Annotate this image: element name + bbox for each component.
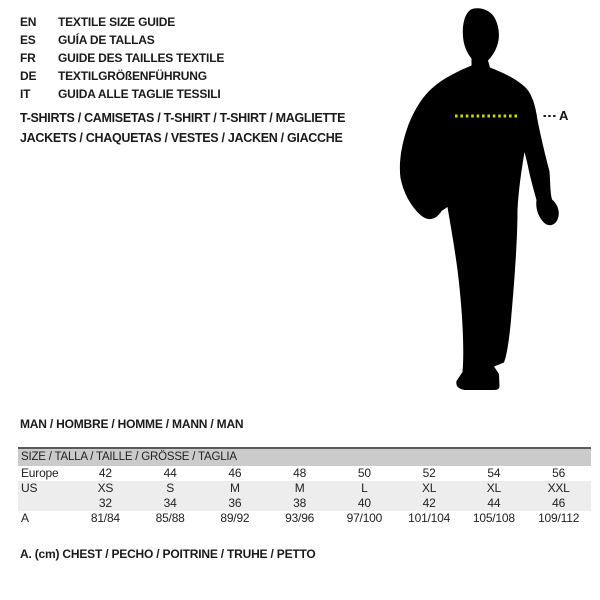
size-cell: 52 [422, 466, 436, 480]
size-cell: 56 [552, 466, 566, 480]
size-cell: 42 [422, 496, 436, 510]
size-table [18, 447, 591, 526]
size-cell: 109/112 [538, 511, 580, 525]
size-cell: 40 [357, 496, 371, 510]
size-table-header: SIZE / TALLA / TAILLE / GRÖSSE / TAGLIA [18, 449, 591, 466]
language-label: GUIDA ALLE TAGLIE TESSILI [58, 87, 221, 101]
size-cell: 44 [163, 466, 177, 480]
size-cell: 50 [357, 466, 371, 480]
size-cell: L [361, 481, 368, 495]
size-cell: 85/88 [155, 511, 185, 525]
row-label: US [21, 481, 38, 495]
language-label: TEXTILE SIZE GUIDE [58, 15, 176, 29]
size-cell: XL [486, 481, 502, 495]
size-cell: M [229, 481, 240, 495]
size-cell: 42 [98, 466, 112, 480]
language-code: ES [20, 33, 36, 47]
language-label: GUÍA DE TALLAS [58, 33, 155, 47]
language-label: TEXTILGRÖßENFÜHRUNG [58, 69, 207, 83]
size-cell: XS [97, 481, 114, 495]
size-cell: 48 [293, 466, 307, 480]
size-cell: M [294, 481, 305, 495]
table-row-chest-a [18, 511, 591, 526]
measure-label-a: A [559, 108, 569, 123]
row-label: A [21, 511, 29, 525]
language-label: GUIDE DES TAILLES TEXTILE [58, 51, 225, 65]
row-label [18, 496, 73, 511]
size-cell: 93/96 [285, 511, 315, 525]
measurement-footnote: A. (cm) CHEST / PECHO / POITRINE / TRUHE / PETTO [20, 547, 316, 561]
language-code: IT [20, 87, 31, 101]
size-cell: 46 [552, 496, 566, 510]
row-label: Europe [21, 466, 59, 480]
table-row-numeric [18, 496, 591, 511]
language-code: FR [20, 51, 36, 65]
size-cell: 34 [163, 496, 177, 510]
size-cell: 54 [487, 466, 501, 480]
size-cell: XXL [547, 481, 570, 495]
size-cell: 46 [228, 466, 242, 480]
size-cell: XL [421, 481, 437, 495]
size-cell: 36 [228, 496, 242, 510]
man-silhouette [400, 8, 559, 390]
category-jackets-line: JACKETS / CHAQUETAS / VESTES / JACKEN / GIACCHE [20, 131, 343, 145]
size-cell: 81/84 [90, 511, 120, 525]
category-tshirts-line: T-SHIRTS / CAMISETAS / T-SHIRT / T-SHIRT / MAGLIETTE [20, 111, 346, 125]
table-row-europe [18, 466, 591, 481]
language-code: EN [20, 15, 37, 29]
size-cell: 101/104 [408, 511, 451, 525]
size-cell: 44 [487, 496, 501, 510]
language-code: DE [20, 69, 37, 83]
size-cell: 105/108 [472, 511, 515, 525]
size-cell: S [166, 481, 175, 495]
size-cell: 32 [98, 496, 112, 510]
size-cell: 97/100 [346, 511, 383, 525]
size-cell: 89/92 [220, 511, 250, 525]
gender-section-label: MAN / HOMBRE / HOMME / MANN / MAN [20, 417, 244, 431]
table-row-us [18, 481, 591, 496]
size-cell: 38 [293, 496, 307, 510]
